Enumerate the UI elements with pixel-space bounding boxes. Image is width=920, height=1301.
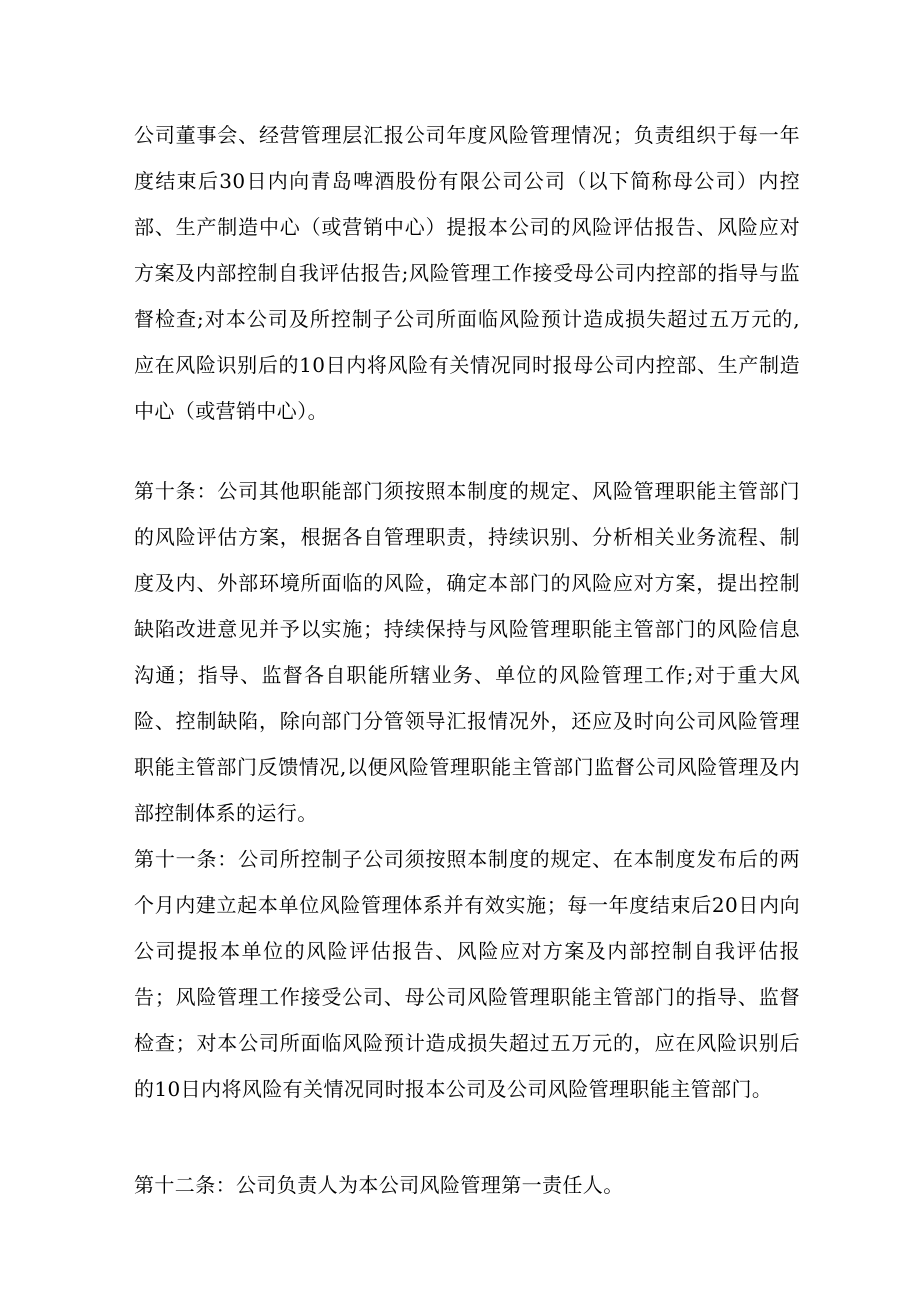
paragraph-risk-reporting-duties: 公司董事会、经营管理层汇报公司年度风险管理情况；负责组织于每一年度结束后30日内向青岛啤酒股份有限公司公司（以下简称母公司）内控部、生产制造中心（或营销中心）提报本公司的风险评估报告、风险应对方案及内部控制自我评估报告;风险管理工作接受母公司内控部的指导与监督检查;对本公司及所控制子公司所面临风险预计造成损失超过五万元的,应在风险识别后的10日内将风险有关情况同时报母公司内控部、生产制造中心（或营销中心）。 — [134, 123, 800, 423]
paragraph-article-11: 第十一条：公司所控制子公司须按照本制度的规定、在本制度发布后的两个月内建立起本单位风险管理体系并有效实施；每一年度结束后20日内向公司提报本单位的风险评估报告、风险应对方案及内部控制自我评估报告；风险管理工作接受公司、母公司风险管理职能主管部门的指导、监督检查；对本公司所面临风险预计造成损失超过五万元的，应在风险识别后的10日内将风险有关情况同时报本公司及公司风险管理职能主管部门。 — [134, 847, 800, 1101]
paragraph-article-10: 第十条：公司其他职能部门须按照本制度的规定、风险管理职能主管部门的风险评估方案，根据各自管理职责，持续识别、分析相关业务流程、制度及内、外部环境所面临的风险，确定本部门的风险应对方案，提出控制缺陷改进意见并予以实施；持续保持与风险管理职能主管部门的风险信息沟通；指导、监督各自职能所辖业务、单位的风险管理工作;对于重大风险、控制缺陷，除向部门分管领导汇报情况外，还应及时向公司风险管理职能主管部门反馈情况,以便风险管理职能主管部门监督公司风险管理及内部控制体系的运行。 — [134, 479, 800, 825]
paragraph-article-12: 第十二条：公司负责人为本公司风险管理第一责任人。 — [134, 1173, 624, 1197]
